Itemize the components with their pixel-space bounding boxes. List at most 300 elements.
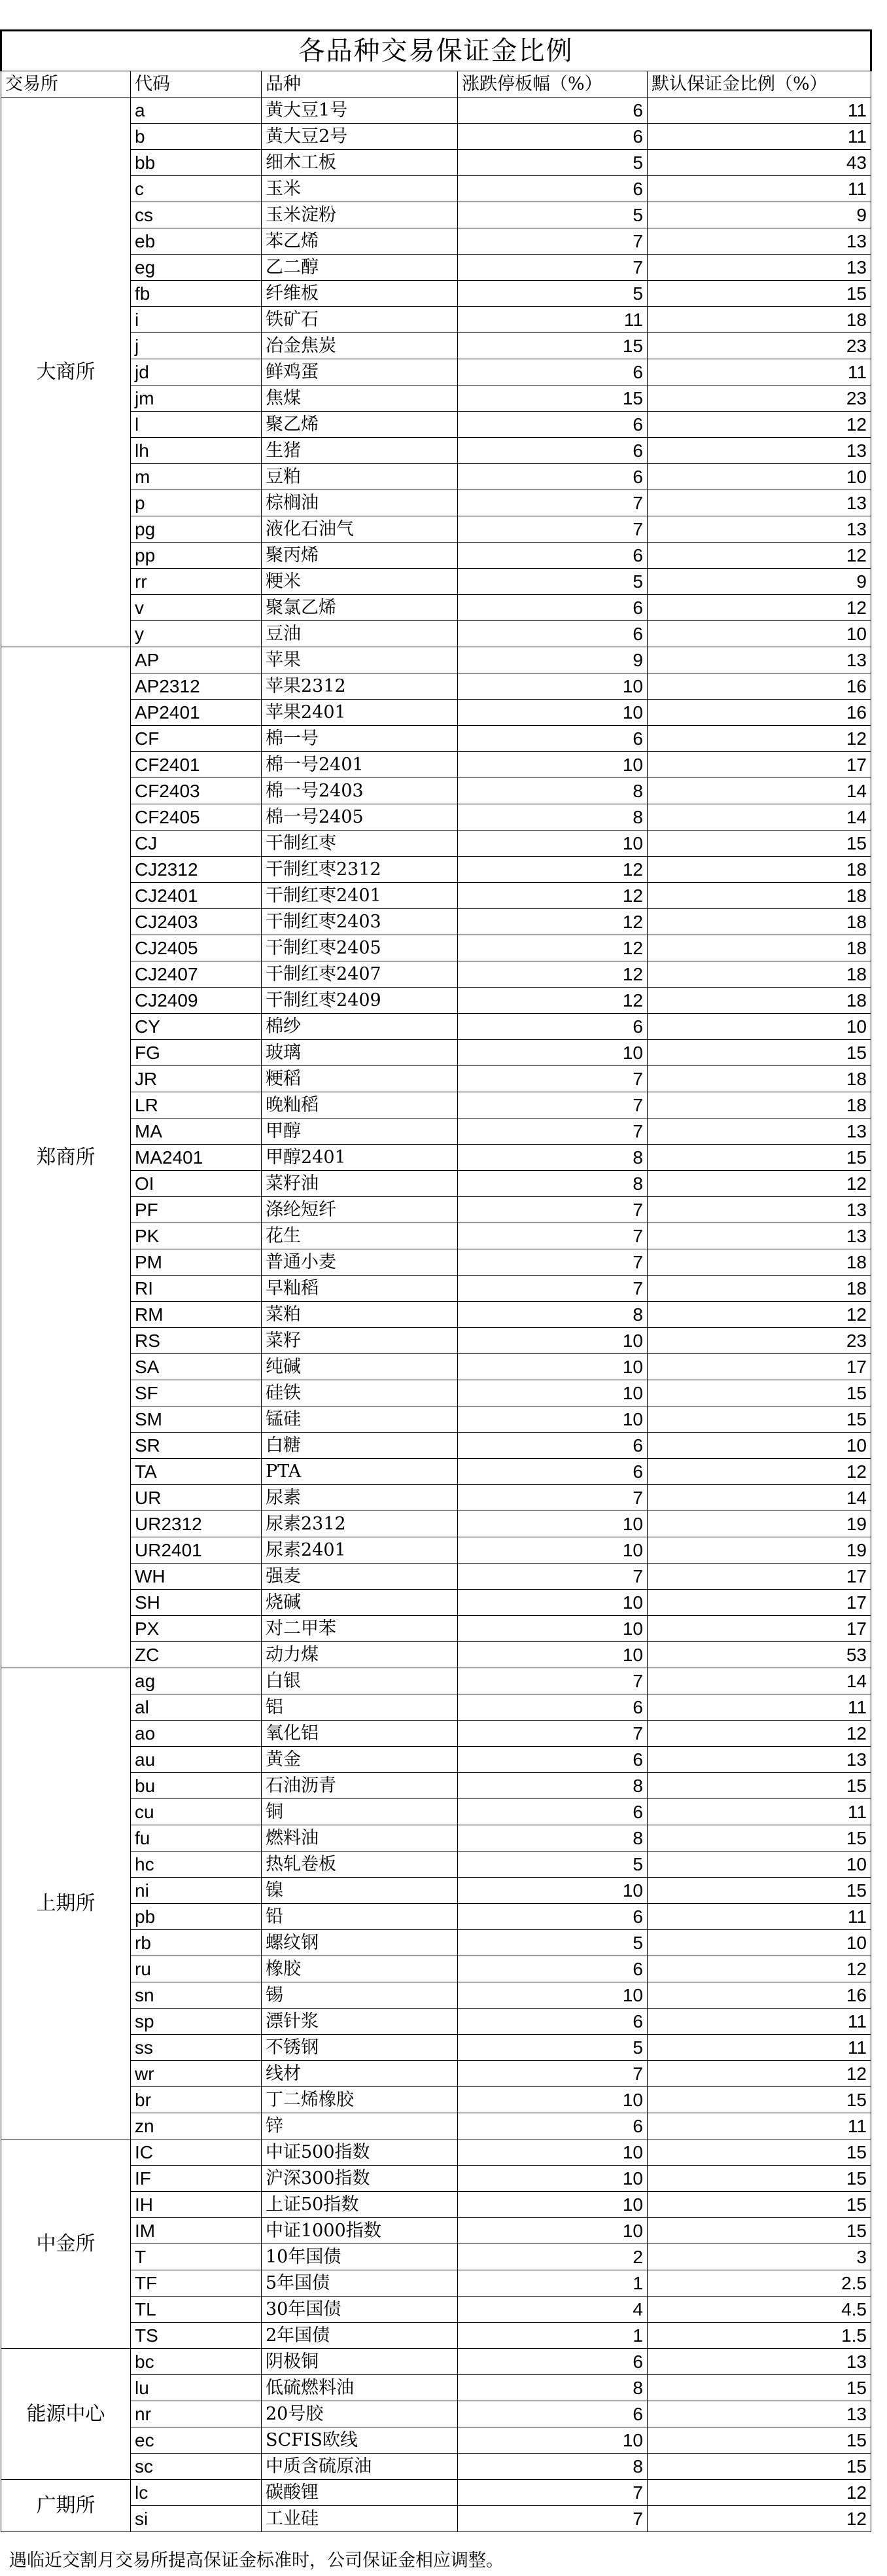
- margin-cell: 12: [648, 1956, 871, 1982]
- variety-cell: 白银: [262, 1668, 458, 1694]
- code-cell: CF2403: [131, 778, 262, 804]
- table-body: [1, 98, 871, 2532]
- table-row: [1, 1014, 871, 1040]
- margin-cell: 13: [648, 1197, 871, 1223]
- code-cell: hc: [131, 1851, 262, 1878]
- margin-cell: 23: [648, 333, 871, 359]
- limit-cell: 10: [458, 2087, 648, 2113]
- margin-cell: 12: [648, 726, 871, 752]
- limit-cell: 6: [458, 621, 648, 647]
- table-row: [1, 176, 871, 202]
- variety-cell: 中质含硫原油: [262, 2454, 458, 2480]
- limit-cell: 10: [458, 2166, 648, 2192]
- code-cell: y: [131, 621, 262, 647]
- table-row: [1, 2454, 871, 2480]
- variety-cell: 菜籽油: [262, 1171, 458, 1197]
- code-cell: CY: [131, 1014, 262, 1040]
- table-row: [1, 961, 871, 988]
- margin-cell: 15: [648, 2166, 871, 2192]
- limit-cell: 6: [458, 438, 648, 464]
- table-row: [1, 2401, 871, 2427]
- code-cell: sn: [131, 1982, 262, 2009]
- limit-cell: 8: [458, 2375, 648, 2401]
- limit-cell: 12: [458, 909, 648, 935]
- limit-cell: 7: [458, 1276, 648, 1302]
- limit-cell: 10: [458, 1878, 648, 1904]
- margin-cell: 15: [648, 1825, 871, 1851]
- code-cell: bu: [131, 1773, 262, 1799]
- variety-cell: 中证1000指数: [262, 2218, 458, 2244]
- limit-cell: 6: [458, 464, 648, 490]
- header-margin: 默认保证金比例（%）: [648, 71, 871, 98]
- code-cell: sp: [131, 2009, 262, 2035]
- limit-cell: 10: [458, 673, 648, 700]
- table-row: [1, 1694, 871, 1721]
- table-row: [1, 935, 871, 961]
- margin-cell: 15: [648, 1406, 871, 1433]
- margin-cell: 15: [648, 1380, 871, 1406]
- table-row: [1, 333, 871, 359]
- variety-cell: 尿素2312: [262, 1511, 458, 1537]
- limit-cell: 6: [458, 1747, 648, 1773]
- code-cell: LR: [131, 1092, 262, 1118]
- margin-cell: 12: [648, 1459, 871, 1485]
- table-row: [1, 1223, 871, 1249]
- margin-cell: 11: [648, 1904, 871, 1930]
- margin-cell: 15: [648, 831, 871, 857]
- margin-cell: 17: [648, 1354, 871, 1380]
- table-row: [1, 2009, 871, 2035]
- code-cell: lu: [131, 2375, 262, 2401]
- limit-cell: 6: [458, 726, 648, 752]
- code-cell: TS: [131, 2323, 262, 2349]
- limit-cell: 10: [458, 2139, 648, 2166]
- limit-cell: 8: [458, 778, 648, 804]
- margin-cell: 13: [648, 1118, 871, 1145]
- margin-cell: 11: [648, 2035, 871, 2061]
- limit-cell: 8: [458, 1145, 648, 1171]
- variety-cell: 烧碱: [262, 1590, 458, 1616]
- code-cell: CJ2312: [131, 857, 262, 883]
- limit-cell: 6: [458, 1799, 648, 1825]
- code-cell: au: [131, 1747, 262, 1773]
- table-row: [1, 2270, 871, 2297]
- margin-cell: 13: [648, 228, 871, 255]
- margin-cell: 15: [648, 2192, 871, 2218]
- variety-cell: 尿素2401: [262, 1537, 458, 1564]
- margin-cell: 18: [648, 961, 871, 988]
- table-row: [1, 1878, 871, 1904]
- table-row: [1, 1590, 871, 1616]
- limit-cell: 10: [458, 1380, 648, 1406]
- variety-cell: 棉一号2401: [262, 752, 458, 778]
- code-cell: WH: [131, 1564, 262, 1590]
- variety-cell: 聚丙烯: [262, 543, 458, 569]
- table-row: [1, 673, 871, 700]
- variety-cell: 动力煤: [262, 1642, 458, 1668]
- variety-cell: 甲醇: [262, 1118, 458, 1145]
- variety-cell: PTA: [262, 1459, 458, 1485]
- code-cell: rr: [131, 569, 262, 595]
- margin-cell: 10: [648, 621, 871, 647]
- limit-cell: 8: [458, 1773, 648, 1799]
- code-cell: fu: [131, 1825, 262, 1851]
- variety-cell: 干制红枣2401: [262, 883, 458, 909]
- limit-cell: 6: [458, 359, 648, 385]
- margin-cell: 17: [648, 1616, 871, 1642]
- table-row: [1, 438, 871, 464]
- code-cell: ss: [131, 2035, 262, 2061]
- variety-cell: 螺纹钢: [262, 1930, 458, 1956]
- table-row: [1, 988, 871, 1014]
- margin-cell: 10: [648, 1851, 871, 1878]
- limit-cell: 15: [458, 385, 648, 412]
- margin-cell: 12: [648, 412, 871, 438]
- limit-cell: 10: [458, 2427, 648, 2454]
- variety-cell: 玻璃: [262, 1040, 458, 1066]
- variety-cell: 乙二醇: [262, 255, 458, 281]
- limit-cell: 10: [458, 1354, 648, 1380]
- margin-cell: 12: [648, 543, 871, 569]
- limit-cell: 5: [458, 569, 648, 595]
- variety-cell: 对二甲苯: [262, 1616, 458, 1642]
- variety-cell: 锰硅: [262, 1406, 458, 1433]
- margin-cell: 14: [648, 804, 871, 831]
- variety-cell: 液化石油气: [262, 516, 458, 543]
- code-cell: ZC: [131, 1642, 262, 1668]
- margin-cell: 18: [648, 1066, 871, 1092]
- table-row: [1, 98, 871, 124]
- variety-cell: 苹果2312: [262, 673, 458, 700]
- table-row: [1, 307, 871, 333]
- code-cell: PX: [131, 1616, 262, 1642]
- code-cell: IH: [131, 2192, 262, 2218]
- code-cell: TL: [131, 2297, 262, 2323]
- variety-cell: 铜: [262, 1799, 458, 1825]
- variety-cell: 生猪: [262, 438, 458, 464]
- variety-cell: 铅: [262, 1904, 458, 1930]
- table-row: [1, 1485, 871, 1511]
- table-row: [1, 2087, 871, 2113]
- margin-cell: 13: [648, 255, 871, 281]
- table-row: [1, 1380, 871, 1406]
- margin-cell: 18: [648, 857, 871, 883]
- margin-cell: 10: [648, 464, 871, 490]
- code-cell: ru: [131, 1956, 262, 1982]
- margin-cell: 16: [648, 673, 871, 700]
- margin-cell: 12: [648, 1721, 871, 1747]
- limit-cell: 6: [458, 2349, 648, 2375]
- limit-cell: 7: [458, 516, 648, 543]
- table-row: [1, 1825, 871, 1851]
- variety-cell: 热轧卷板: [262, 1851, 458, 1878]
- limit-cell: 7: [458, 228, 648, 255]
- code-cell: CJ2401: [131, 883, 262, 909]
- code-cell: MA: [131, 1118, 262, 1145]
- code-cell: TA: [131, 1459, 262, 1485]
- variety-cell: 棉一号2405: [262, 804, 458, 831]
- variety-cell: 玉米淀粉: [262, 202, 458, 228]
- limit-cell: 6: [458, 124, 648, 150]
- table-row: [1, 2113, 871, 2139]
- code-cell: PK: [131, 1223, 262, 1249]
- table-row: [1, 1406, 871, 1433]
- limit-cell: 1: [458, 2323, 648, 2349]
- margin-cell: 15: [648, 2218, 871, 2244]
- margin-cell: 16: [648, 1982, 871, 2009]
- limit-cell: 7: [458, 2061, 648, 2087]
- margin-cell: 13: [648, 516, 871, 543]
- limit-cell: 10: [458, 752, 648, 778]
- margin-cell: 13: [648, 438, 871, 464]
- variety-cell: 干制红枣2405: [262, 935, 458, 961]
- code-cell: PM: [131, 1249, 262, 1276]
- variety-cell: 晚籼稻: [262, 1092, 458, 1118]
- exchange-cell: 上期所: [1, 1668, 131, 2139]
- margin-cell: 11: [648, 2113, 871, 2139]
- table-row: [1, 516, 871, 543]
- limit-cell: 10: [458, 1537, 648, 1564]
- variety-cell: 鲜鸡蛋: [262, 359, 458, 385]
- variety-cell: 普通小麦: [262, 1249, 458, 1276]
- table-row: [1, 2375, 871, 2401]
- variety-cell: 低硫燃料油: [262, 2375, 458, 2401]
- limit-cell: 7: [458, 1668, 648, 1694]
- code-cell: JR: [131, 1066, 262, 1092]
- code-cell: eb: [131, 228, 262, 255]
- code-cell: CF2405: [131, 804, 262, 831]
- margin-cell: 17: [648, 1590, 871, 1616]
- table-row: [1, 1956, 871, 1982]
- limit-cell: 4: [458, 2297, 648, 2323]
- margin-cell: 16: [648, 700, 871, 726]
- exchange-cell: 大商所: [1, 98, 131, 647]
- table-row: [1, 228, 871, 255]
- variety-cell: 黄大豆2号: [262, 124, 458, 150]
- code-cell: fb: [131, 281, 262, 307]
- limit-cell: 6: [458, 1694, 648, 1721]
- limit-cell: 5: [458, 150, 648, 176]
- code-cell: br: [131, 2087, 262, 2113]
- table-row: [1, 2427, 871, 2454]
- limit-cell: 10: [458, 2192, 648, 2218]
- table-row: [1, 1904, 871, 1930]
- variety-cell: 冶金焦炭: [262, 333, 458, 359]
- code-cell: m: [131, 464, 262, 490]
- margin-cell: 18: [648, 1276, 871, 1302]
- variety-cell: 玉米: [262, 176, 458, 202]
- variety-cell: 锡: [262, 1982, 458, 2009]
- code-cell: jd: [131, 359, 262, 385]
- code-cell: cs: [131, 202, 262, 228]
- code-cell: c: [131, 176, 262, 202]
- code-cell: nr: [131, 2401, 262, 2427]
- limit-cell: 6: [458, 176, 648, 202]
- table-row: [1, 385, 871, 412]
- margin-cell: 18: [648, 1092, 871, 1118]
- limit-cell: 7: [458, 490, 648, 516]
- table-row: [1, 2166, 871, 2192]
- limit-cell: 5: [458, 281, 648, 307]
- limit-cell: 8: [458, 1825, 648, 1851]
- margin-cell: 11: [648, 2009, 871, 2035]
- variety-cell: 上证50指数: [262, 2192, 458, 2218]
- limit-cell: 6: [458, 1956, 648, 1982]
- exchange-cell: 能源中心: [1, 2349, 131, 2480]
- limit-cell: 1: [458, 2270, 648, 2297]
- margin-cell: 19: [648, 1511, 871, 1537]
- limit-cell: 10: [458, 1982, 648, 2009]
- variety-cell: 石油沥青: [262, 1773, 458, 1799]
- code-cell: UR2312: [131, 1511, 262, 1537]
- table-row: [1, 2323, 871, 2349]
- limit-cell: 5: [458, 2035, 648, 2061]
- code-cell: pb: [131, 1904, 262, 1930]
- variety-cell: 甲醇2401: [262, 1145, 458, 1171]
- header-limit: 涨跌停板幅（%）: [458, 71, 648, 98]
- variety-cell: 线材: [262, 2061, 458, 2087]
- limit-cell: 8: [458, 804, 648, 831]
- header-exchange: 交易所: [1, 71, 131, 98]
- margin-cell: 15: [648, 2427, 871, 2454]
- variety-cell: 2年国债: [262, 2323, 458, 2349]
- margin-cell: 15: [648, 1145, 871, 1171]
- code-cell: i: [131, 307, 262, 333]
- table-row: [1, 1197, 871, 1223]
- variety-cell: 菜粕: [262, 1302, 458, 1328]
- variety-cell: 棉一号2403: [262, 778, 458, 804]
- margin-cell: 15: [648, 2139, 871, 2166]
- margin-cell: 17: [648, 752, 871, 778]
- margin-cell: 23: [648, 385, 871, 412]
- limit-cell: 8: [458, 2454, 648, 2480]
- variety-cell: 硅铁: [262, 1380, 458, 1406]
- table-row: [1, 1249, 871, 1276]
- table-row: [1, 2349, 871, 2375]
- limit-cell: 7: [458, 1485, 648, 1511]
- table-row: [1, 2192, 871, 2218]
- margin-cell: 9: [648, 569, 871, 595]
- table-row: [1, 1642, 871, 1668]
- limit-cell: 7: [458, 2506, 648, 2532]
- margin-cell: 18: [648, 988, 871, 1014]
- limit-cell: 6: [458, 1904, 648, 1930]
- margin-cell: 3: [648, 2244, 871, 2270]
- margin-cell: 15: [648, 1040, 871, 1066]
- variety-cell: 涤纶短纤: [262, 1197, 458, 1223]
- code-cell: CJ: [131, 831, 262, 857]
- table-title: 各品种交易保证金比例: [1, 31, 871, 71]
- table-row: [1, 2297, 871, 2323]
- variety-cell: 聚乙烯: [262, 412, 458, 438]
- table-row: [1, 647, 871, 673]
- table-row: [1, 1799, 871, 1825]
- margin-cell: 13: [648, 2401, 871, 2427]
- variety-cell: 豆粕: [262, 464, 458, 490]
- code-cell: IF: [131, 2166, 262, 2192]
- margin-cell: 10: [648, 1433, 871, 1459]
- margin-cell: 15: [648, 2375, 871, 2401]
- table-row: [1, 2218, 871, 2244]
- variety-cell: 白糖: [262, 1433, 458, 1459]
- margin-cell: 14: [648, 1485, 871, 1511]
- code-cell: pg: [131, 516, 262, 543]
- code-cell: IM: [131, 2218, 262, 2244]
- variety-cell: 早籼稻: [262, 1276, 458, 1302]
- code-cell: SH: [131, 1590, 262, 1616]
- limit-cell: 10: [458, 1616, 648, 1642]
- limit-cell: 10: [458, 1040, 648, 1066]
- limit-cell: 15: [458, 333, 648, 359]
- code-cell: CF2401: [131, 752, 262, 778]
- margin-cell: 15: [648, 1878, 871, 1904]
- limit-cell: 7: [458, 1564, 648, 1590]
- table-row: [1, 752, 871, 778]
- table-row: [1, 726, 871, 752]
- table-row: [1, 1537, 871, 1564]
- limit-cell: 7: [458, 255, 648, 281]
- table-row: [1, 909, 871, 935]
- limit-cell: 7: [458, 1249, 648, 1276]
- margin-table: [0, 29, 872, 2532]
- margin-cell: 18: [648, 307, 871, 333]
- table-row: [1, 1171, 871, 1197]
- code-cell: lh: [131, 438, 262, 464]
- limit-cell: 6: [458, 412, 648, 438]
- limit-cell: 7: [458, 1092, 648, 1118]
- footnote: 遇临近交割月交易所提高保证金标准时，公司保证金相应调整。: [9, 2550, 504, 2571]
- margin-cell: 13: [648, 647, 871, 673]
- table-row: [1, 1145, 871, 1171]
- code-cell: CJ2407: [131, 961, 262, 988]
- code-cell: OI: [131, 1171, 262, 1197]
- margin-cell: 18: [648, 935, 871, 961]
- limit-cell: 7: [458, 1197, 648, 1223]
- variety-cell: 粳米: [262, 569, 458, 595]
- margin-cell: 15: [648, 1773, 871, 1799]
- limit-cell: 2: [458, 2244, 648, 2270]
- code-cell: ec: [131, 2427, 262, 2454]
- variety-cell: 20号胶: [262, 2401, 458, 2427]
- variety-cell: 锌: [262, 2113, 458, 2139]
- variety-cell: 中证500指数: [262, 2139, 458, 2166]
- margin-cell: 13: [648, 2349, 871, 2375]
- code-cell: SF: [131, 1380, 262, 1406]
- code-cell: AP2401: [131, 700, 262, 726]
- code-cell: UR2401: [131, 1537, 262, 1564]
- margin-cell: 18: [648, 883, 871, 909]
- margin-cell: 43: [648, 150, 871, 176]
- code-cell: wr: [131, 2061, 262, 2087]
- limit-cell: 10: [458, 700, 648, 726]
- variety-cell: 苹果2401: [262, 700, 458, 726]
- code-cell: RI: [131, 1276, 262, 1302]
- limit-cell: 6: [458, 595, 648, 621]
- table-row: [1, 1616, 871, 1642]
- table-row: [1, 1328, 871, 1354]
- margin-cell: 11: [648, 176, 871, 202]
- variety-cell: 漂针浆: [262, 2009, 458, 2035]
- code-cell: a: [131, 98, 262, 124]
- code-cell: FG: [131, 1040, 262, 1066]
- table-row: [1, 1066, 871, 1092]
- table-row: [1, 281, 871, 307]
- code-cell: al: [131, 1694, 262, 1721]
- code-cell: AP2312: [131, 673, 262, 700]
- limit-cell: 7: [458, 1066, 648, 1092]
- limit-cell: 12: [458, 857, 648, 883]
- variety-cell: 干制红枣2409: [262, 988, 458, 1014]
